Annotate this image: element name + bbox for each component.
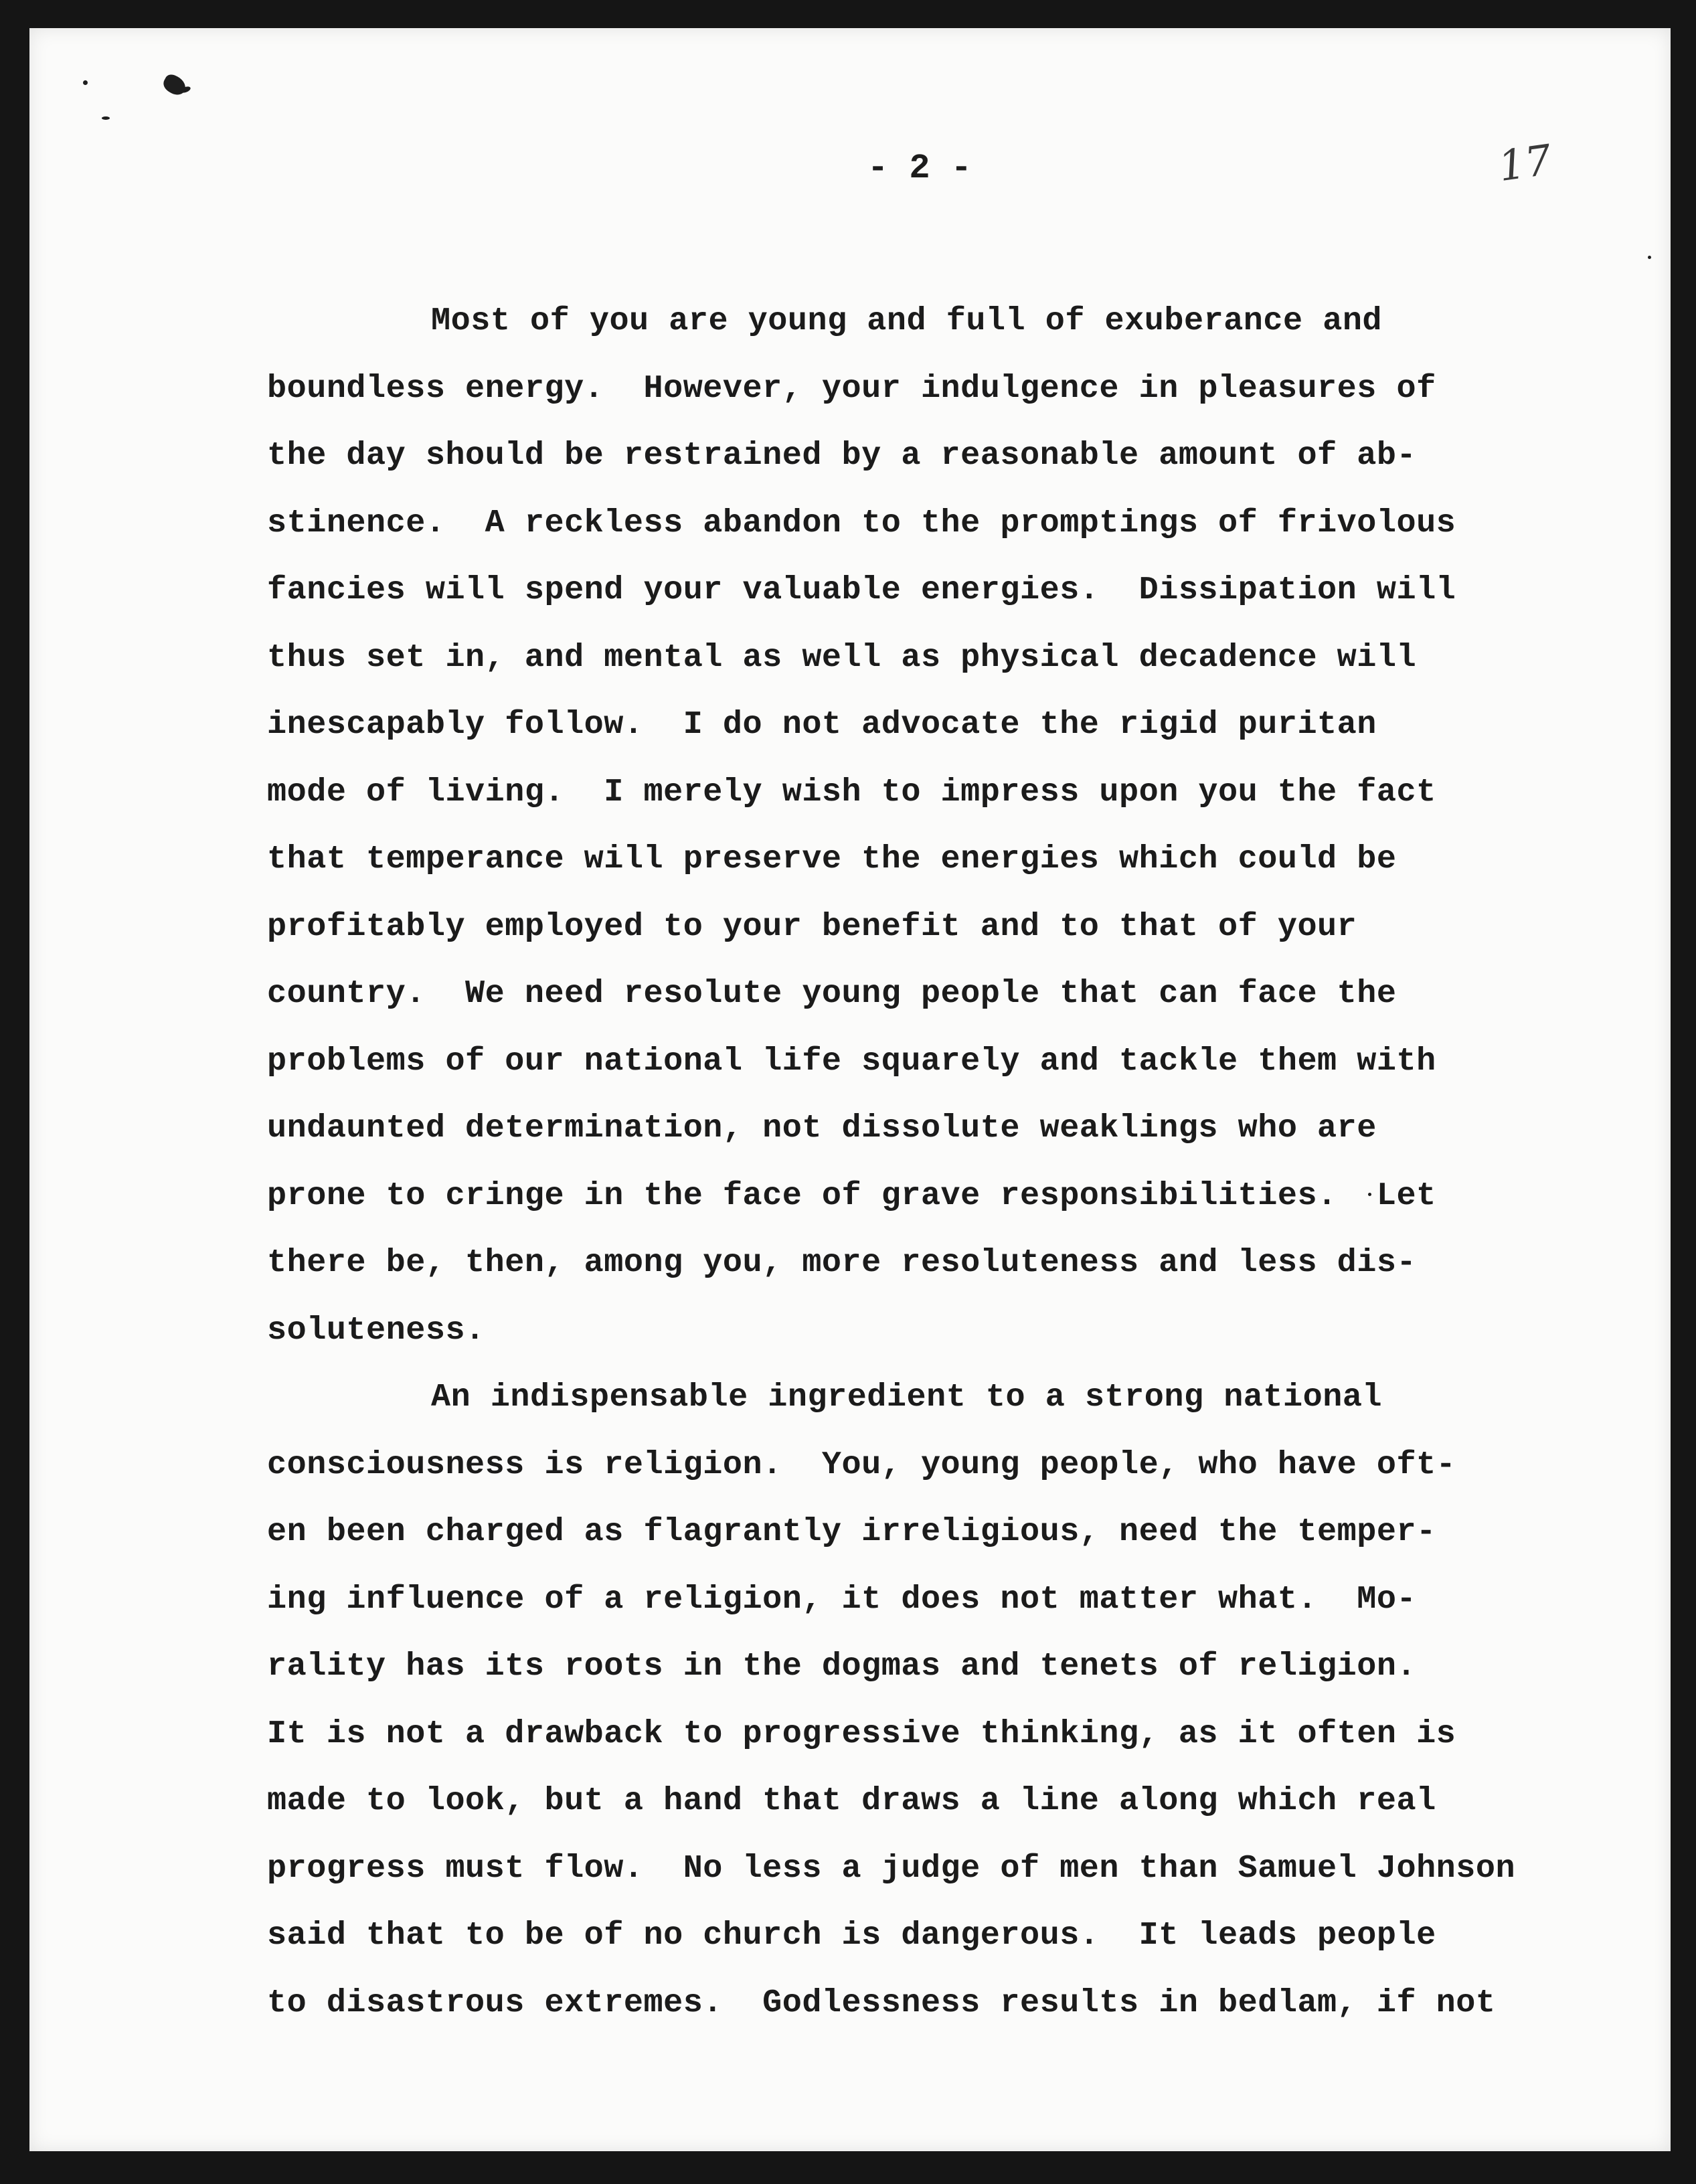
ink-speck	[1648, 256, 1651, 259]
page-number: - 2 -	[867, 149, 972, 188]
text-line: mode of living. I merely wish to impress upon you the fact	[267, 773, 1436, 811]
text-line: en been charged as flagrantly irreligious, need the temper-	[267, 1513, 1436, 1550]
document-page	[29, 28, 1671, 2151]
handwritten-folio-mark: 17	[1495, 135, 1555, 191]
ink-speck	[83, 80, 88, 85]
text-line: consciousness is religion. You, young people, who have oft-	[267, 1446, 1456, 1483]
text-line: prone to cringe in the face of grave responsibilities. Let	[267, 1177, 1436, 1214]
text-line: made to look, but a hand that draws a line along which real	[267, 1782, 1436, 1819]
text-line: inescapably follow. I do not advocate the rigid puritan	[267, 706, 1377, 743]
text-line: stinence. A reckless abandon to the promptings of frivolous	[267, 504, 1456, 541]
text-line: there be, then, among you, more resoluteness and less dis-	[267, 1244, 1417, 1281]
text-line: problems of our national life squarely and tackle them with	[267, 1042, 1436, 1080]
text-line: soluteness.	[267, 1311, 485, 1349]
ink-blot	[161, 72, 189, 98]
text-line: that temperance will preserve the energies which could be	[267, 841, 1397, 877]
text-line: the day should be restrained by a reasonable amount of ab-	[267, 437, 1417, 474]
text-line: said that to be of no church is dangerous. It leads people	[267, 1917, 1436, 1954]
text-line: Most of you are young and full of exuberance and	[431, 303, 1383, 339]
text-line: fancies will spend your valuable energies. Dissipation will	[267, 572, 1456, 608]
text-line: country. We need resolute young people that can face the	[267, 975, 1397, 1012]
ink-speck	[102, 116, 110, 120]
typed-text-body	[267, 288, 1632, 2037]
text-line: undaunted determination, not dissolute weaklings who are	[267, 1110, 1377, 1147]
text-line: rality has its roots in the dogmas and tenets of religion.	[267, 1648, 1417, 1685]
text-line: progress must flow. No less a judge of men than Samuel Johnson	[267, 1849, 1516, 1887]
text-line: ing influence of a religion, it does not matter what. Mo-	[267, 1580, 1417, 1618]
text-line: boundless energy. However, your indulgence in pleasures of	[267, 369, 1436, 407]
text-line: to disastrous extremes. Godlessness results in bedlam, if not	[267, 1984, 1496, 2021]
text-line: An indispensable ingredient to a strong national	[431, 1379, 1383, 1416]
text-line: It is not a drawback to progressive thinking, as it often is	[267, 1715, 1456, 1752]
text-line: profitably employed to your benefit and to that of your	[267, 908, 1357, 945]
text-line: thus set in, and mental as well as physical decadence will	[267, 639, 1417, 676]
